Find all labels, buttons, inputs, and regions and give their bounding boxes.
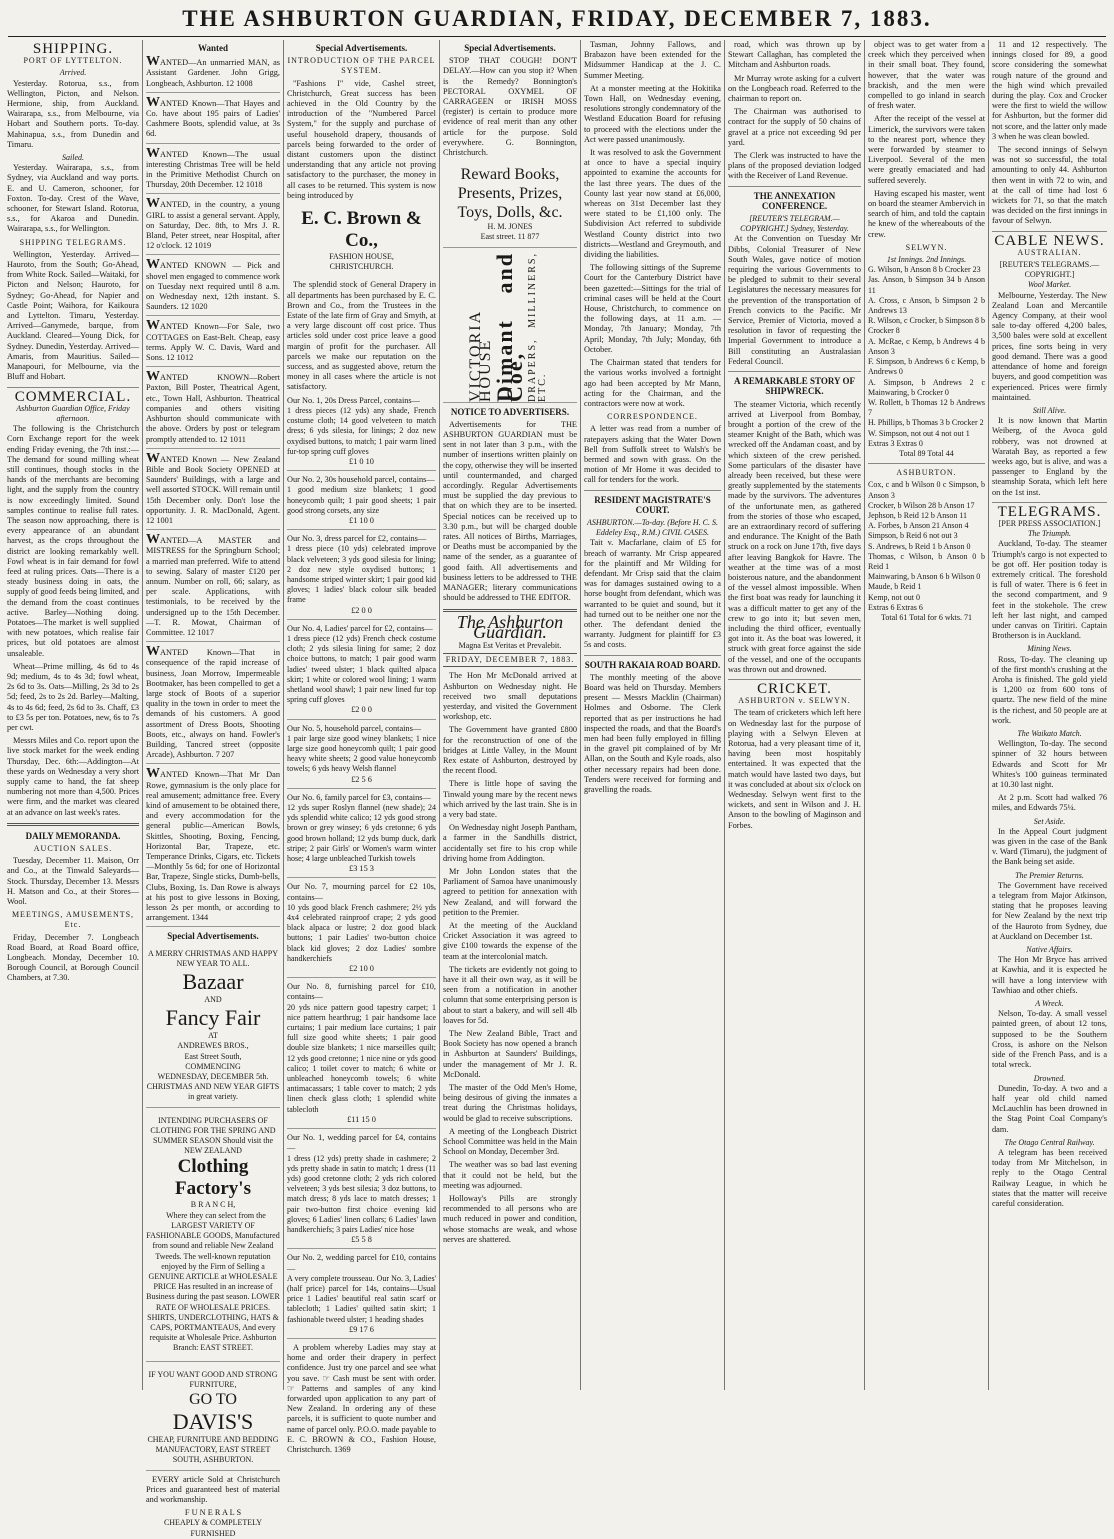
col6-intro: road, which was thrown up by Stewart Callaghan, has completed the Mitcham and Ashburton roads. <box>728 40 861 70</box>
parcel-total: £2 0 0 <box>351 605 372 615</box>
editorial-paragraph: The Government have granted £800 for the reconstruction of one of the bridges at Little Valley, in the Mount Rex estate of Ashburton, destroyed by the recent flood. <box>443 725 577 776</box>
native-text: The Hon Mr Bryce has arrived at Kawhia, and it is expected he will have a long interview with Tawhiao and other chiefs. <box>992 955 1107 995</box>
selwyn-total: Total 89 Total 44 <box>899 448 954 458</box>
telegrams-heading: TELEGRAMS. <box>997 503 1102 520</box>
score-row: S. Andrews, b Reid 1 b Anson 0 <box>868 541 971 551</box>
merry-christmas-text: A MERRY CHRISTMAS AND HAPPY NEW YEAR TO ALL. <box>148 948 278 968</box>
score-row: Extras 6 Extras 6 <box>868 602 923 612</box>
railway-text: A telegram has been received today from Mr Mitchelson, in reply to the Otago Central Railway League, in which he states that the matter will receive careful consideration. <box>992 1147 1107 1208</box>
score-row: Mainwaring, b Anson 6 b Wilson 0 <box>868 572 981 582</box>
wanted-ad-text: ANTED Known—For Sale, two COTTAGES on East-Belt. Cheap, easy terms. Apply W. C. Davis, Ward and Sons. 12 1012 <box>146 322 280 363</box>
funerals-title: F U N E R A L S <box>184 1508 242 1518</box>
davis-text: CHEAP, FURNITURE AND BEDDING MANUFACTORY, EAST STREET SOUTH, ASHBURTON. <box>147 1434 279 1465</box>
wanted-ad-text: ANTED Known—That Mr Dan Rowe, gymnasium is the only place for real amusement; admittance free. Every kind of amusement to be obtained there, and every accommodation for the general public—American Bowls, Skittles, Shooting, Boxing, Fencing, Horizontal Bar, Trapeze, etc. Temperance Drinks, Cigars, etc. Tickets—Monthly 5s 6d; for one of Horizontal Bar, Trapeze, Single sticks, Dumb-bells, Clubs, Boxing, 1s. Dan Rowe is always at his post to give lessons in Boxing, lesson 2s per month, or according to arrangement. 1344 <box>146 770 280 923</box>
editorial-paragraph: At the meeting of the Auckland Cricket Association it was agreed to give £100 towards the expense of the team at the intercolonial match. <box>443 920 577 961</box>
cable-sub: AUSTRALIAN. <box>1017 247 1082 257</box>
port-heading: PORT OF LYTTELTON. <box>23 56 123 66</box>
column-parcel-system <box>283 40 439 1454</box>
reward-line-2: Presents, Prizes, <box>457 185 563 203</box>
parcel-items: 1 dress piece (10 yds) celebrated improve black velveteen; 3 yds good silesia for lining; 2 doz new style oxydised buttons; 1 handsome striped winter skirt; 1 pair good kid gloves; 1 ladies' black colour silk beaded frame <box>287 544 436 605</box>
editorial-paragraph: A meeting of the Longbeach District School Committee was held in the Main School on Monday, December 3rd. <box>443 1126 577 1157</box>
score-row: A. Forbes, b Anson 21 Anson 4 <box>868 521 969 531</box>
news-paragraph: The Clerk was instructed to have the plans of the proposed deviation lodged with the Receiver of Land Revenue. <box>728 151 861 181</box>
resident-court-text: Tait v. Macfarlane, claim of £5 for breach of warranty. Mr Crisp appeared for the plaintiff and Mr Wilding for defendant. Mr Crisp said that the claim was for damages sustained owing to a horse bought from defendant, which was warranted to be quiet and sound, but it had turned out to be neither one nor the other. The defendant denied the warranty. Judgment for plaintiff for £3 5s and costs. <box>584 538 721 650</box>
drop-cap: W <box>146 94 160 110</box>
fancy-fair-title: Fancy Fair <box>165 1005 261 1031</box>
parcel-system-heading: INTRODUCTION OF THE PARCEL SYSTEM. <box>287 56 436 76</box>
bazaar-ad <box>146 945 280 1108</box>
ashburton-scores <box>868 480 985 613</box>
cough-ad: STOP THAT COUGH! DON'T DELAY.—How can you stop it? When is the Remedy? Bonnington's PECTORAL OXYMEL OF CARRAGEEN or IRISH MOSS (register) is certain to produce more evidence of real merit than any other article for the purpose. Sold everywhere. G. Bonnington, Christchurch. <box>443 56 577 158</box>
parcel-items: 1 good medium size blankets; 1 good honeycomb quilt; 1 pair good sheets; 1 pair good strong corsets, any size <box>287 485 436 515</box>
wanted-ad-text: ANTED Known — New Zealand Bible and Book Society OPENED at Saunders' Buildings, with a large and well assorted STOCK. Will remain until 15th December only. Don't lose the opportunity. J. R. MacDonald, Agent. 12 1001 <box>146 454 280 525</box>
editorial-paragraph: The master of the Odd Men's Home, being desirous of giving the inmates a treat during the Christmas holidays, would be glad to receive subscriptions. <box>443 1083 577 1123</box>
ashburton-heading: ASHBURTON. <box>896 468 957 478</box>
news-paragraph: After the receipt of the vessel at Limerick, the survivors were taken to the nearest port, whence they were forwarded by steamer to Liverpool. Several of the men were greatly emaciated and had suffered severely. <box>868 114 985 185</box>
editorial-paragraph: Holloway's Pills are strongly recommended to all persons who are much reduced in power and condition, whose stomachs are weak, and whose nerves are shattered. <box>443 1194 577 1244</box>
parcel-offer <box>287 724 436 789</box>
col8-intro: 11 and 12 respectively. The innings closed for 89, a good score considering the somewhat rough nature of the ground and the high wind which prevailed during the play. Cox and Crocker were the first to wield the willow for Ashburton, but the former did not score, and the latter only made 3 when he was clean bowled. <box>992 40 1107 141</box>
davis-title: DAVIS'S <box>172 1408 254 1434</box>
meetings-heading: MEETINGS, AMUSEMENTS, Etc. <box>11 910 135 930</box>
wanted-ad <box>146 371 280 448</box>
wanted-ad <box>146 646 280 764</box>
bazaar-title: Bazaar <box>182 969 244 995</box>
parcel-total: £1 0 10 <box>349 456 374 466</box>
parcel-title: Our No. 1, wedding parcel for £4, contains— <box>287 1133 436 1153</box>
victoria-house-ad <box>443 252 577 403</box>
clothing-text: Where they can select from the LARGEST VARIETY OF FASHIONABLE GOODS, Manufactured from sound and reliable New Zealand Tweeds. The well-known reputation enjoyed by the Firm of Selling a GENUINE ARTICLE at WHOLESALE PRICE Has resulted in an increase of Business during the past season. LOWER RATE OF WHOLESALE PRICES. SHIRTS, UNDERCLOTHING, HATS & CAPS, PORTMANTEAUS, And every requisite at Wholesale Price. Ashburton Branch: EAST STREET. <box>146 1210 280 1353</box>
wanted-ad-text: ANTED, in the country, a young GIRL to assist a general servant. Apply, on Saturday, Dec. 8th, to Mrs J. R. Bland, Peter street, near Hospital, after 12 o'clock. 12 1019 <box>146 200 280 251</box>
wanted-ad <box>146 320 280 367</box>
parcel-offer <box>287 475 436 530</box>
furniture-text: IF YOU WANT GOOD AND STRONG FURNITURE, <box>148 1369 278 1389</box>
livestock-market-text: Messrs Miles and Co. report upon the live stock market for the week ending Thursday, Dec. 6th:—Addington—At these yards on Wednesday a very short supply came to hand, the fat sheep numbering not more than 4,500. Prices were firm, and the market was cleared at an advance on last week's rates. <box>7 736 139 817</box>
drop-cap: W <box>146 369 160 385</box>
parcel-total: £3 15 3 <box>349 864 374 874</box>
brown-text: The splendid stock of General Drapery in all departments has been purchased by E. C. Brown and Co., from the Trustees in the Estate of the late firm of Gray and Smyth, at a very large discount off cost price. Thus articles sold under cost price leave a good margin of profit for the purchaser. All parcels we make our reputation on the success, and as suggested above, return the money in all cases where the article is not satisfactory. <box>287 280 436 392</box>
selwyn-heading: SELWYN. <box>905 242 948 252</box>
parcel-total: £2 0 0 <box>351 705 372 715</box>
commercial-text: The following is the Christchurch Corn Exchange report for the week ending Friday evening, the 7th inst.:—The demand for sound milling wheat still continues, though stocks in the hands of the merchants are becoming light, and the supply from the country is now exceedingly limited. Sound samples continue to realise full rates. The season now approaching, there is every appearance of an abundant harvest, as the crops throughout the district are looking remarkably well. Fowl wheat is in fair demand for fowl feed at ruling prices. Oats—There is a steady business doing in oats, the supply of good feeds being limited, and the demand from the coast continues active. Barley—Nothing doing. Potatoes—The market is well supplied with new potatoes, which realise fair prices, but old potatoes are almost unsaleable. <box>7 424 139 658</box>
brown-ad <box>287 204 436 276</box>
special-ads-heading-2: Special Advertisements. <box>315 43 408 53</box>
score-row: Crocker, b Wilson 28 b Anson 17 <box>868 500 975 510</box>
drowned-text: Dunedin, To-day. A two and a half year old child named McLauchlin has been drowned in the Stag Point Coal Company's dam. <box>992 1083 1107 1134</box>
news-paragraph: The following sittings of the Supreme Court for the Canterbury District have been gazetted:—Sittings for the trial of criminal cases will be held at the Court House, Christchurch, to commence on the following days, at 11 a.m. — Monday, 7th January; Monday, 7th April; Monday, 7th July; Monday, 6th October. <box>584 263 721 354</box>
bazaar-date: WEDNESDAY, DECEMBER 5th. <box>157 1072 269 1082</box>
set-aside-text: In the Appeal Court judgment was given in the case of the Bank v. Ward (Timaru), the judgment of the Bank being set aside. <box>992 826 1107 867</box>
guardian-flag: The Ashburton Guardian. <box>456 611 564 642</box>
news-paragraph: Mr Murray wrote asking for a culvert on the Longbeach road. Referred to the chairman to report on. <box>728 73 861 104</box>
column-news <box>580 40 724 1390</box>
parcel-title: Our No. 3, dress parcel for £2, contains— <box>287 534 427 544</box>
branch-text: B R A N C H, <box>190 1200 236 1210</box>
auction-text: Tuesday, December 11. Maison, Orr and Co., at the Tinwald Saleyards—Stock. Thursday, December 13. Messrs H. Matson and Co., at their Stores—Wool. <box>7 856 139 907</box>
column-shipping <box>4 40 142 1390</box>
correspondence-text: A letter was read from a number of ratepayers asking that the Water Down Bell from Suffolk street to Walsh's be bermed and sown with grass. On the motion of Mr Home it was decided to call for tenders for the work. <box>584 424 721 485</box>
parcel-items: 1 dress pieces (12 yds) any shade, French costume cloth; 14 good velveteen to match dress; 6 yds silesia, for linings; 2 doz new oxydised buttons, to match; 1 pair warm lined fur-top spring cuff gloves <box>287 405 436 456</box>
wanted-ad-text: ANTED KNOWN—Robert Paxton, Bill Poster, Theatrical Agent, etc., Town Hall, Ashburton. Theatrical companies and others visiting Ashburton should communicate with the above. Orders by post or telegram promptly attended to. 12 1011 <box>146 373 280 444</box>
wanted-ad-text: ANTED—An unmarried MAN, as Assistant Gardener. John Grigg, Longbeach, Ashburton. 12 1008 <box>146 58 280 88</box>
parcel-title: Our No. 1, 20s Dress Parcel, contains— <box>287 395 420 405</box>
score-row: A. McRae, c Kemp, b Andrews 4 b Anson 3 <box>868 336 985 356</box>
jones-address: East street. 11 877 <box>480 232 540 242</box>
column-scores <box>864 40 988 1390</box>
parcel-items: A very complete trousseau. Our No. 3, Ladies' (half price) parcel for 14s, contains—Usual price 1 Ladies' beautiful real satin scarf or tablecloth; 1 Ladies' quilted satin skirt; 1 fashionable tweed ulster; 1 heading shades <box>287 1273 436 1324</box>
commercial-heading: COMMERCIAL. <box>14 388 132 405</box>
drop-cap: W <box>146 318 160 334</box>
column-notices <box>439 40 580 1390</box>
waikato-heading: The Waikato Match. <box>1017 729 1082 738</box>
davis-furniture-ad <box>146 1366 280 1471</box>
parcel-offer <box>287 1133 436 1249</box>
masthead: THE ASHBURTON GUARDIAN, FRIDAY, DECEMBER 7, 1883. <box>182 6 932 31</box>
score-row: F. Simpson, b Andrews 6 c Kemp, b Andrews 0 <box>868 357 985 377</box>
meetings-text: Friday, December 7. Longbeach Road Board, at Road Board office, Longbeach. Monday, December 10. Borough Council, at Borough Council Chambers, at 7.30. <box>7 932 139 983</box>
wanted-ad-text: ANTED Known—That Hayes and Co. have about 195 pairs of Ladies' Cashmere Boots, splendid value, at 3s 6d. <box>146 98 280 139</box>
innings-sub: 1st Innings. 2nd Innings. <box>886 255 967 265</box>
guardian-motto: Magna Est Veritas et Prevalebit. <box>458 640 562 650</box>
victoria-house-label: VICTORIA HOUSE <box>467 309 495 402</box>
commercial-prices: Wheat—Prime milling, 4s 6d to 4s 9d; medium, 4s to 4s 3d; fowl wheat, 2s 6d to 3s. Oats—Milling, 2s 3d to 2s 5d; feed, 2s to 2s 2d. Barley—Malting, 4s to 4s 6d; feed, 2s 6d to 3s. Chaff, £3 to £3 5s per ton. Potatoes, new, 6s to 7s per cwt. <box>7 661 139 732</box>
parcel-items: 1 dress (12 yds) pretty shade in cashmere; 2 yds pretty shade in satin to match; 1 dress (11 yds) good cretonne cloth; 2 yds rich colored velveteen; 3 yds best silesia; 3 doz buttons, to match dress; 8 yds lace to match dresses; 1 pair two-button first choice evening kid gloves; 6 Ladies' linen collars; 6 Ladies' lawn handkerchiefs; 3 pairs Ladies' nice hose <box>287 1153 436 1234</box>
premier-text: The Government have received a telegram from Major Atkinson, stating that he proposes leaving for New Zealand by the next trip of the Hauroto from Sydney, due at Auckland on December 1st. <box>992 880 1107 941</box>
col7-intro: object was to get water from a creek which they perceived when in their small boat. They found, however, that the water was brackish, and the men were compelled to go inland in search of fresh water. <box>868 40 985 111</box>
parcel-offer <box>287 1253 436 1339</box>
score-row: Extras 3 Extras 0 <box>868 438 923 448</box>
editorial-paragraph: On Wednesday night Joseph Pantham, a farmer in the Sandhills district, accidentally set fire to his crop while driving home from Addington. <box>443 823 577 863</box>
issue-date: FRIDAY, DECEMBER 7, 1883. <box>443 653 577 667</box>
parcel-title: Our No. 2, wedding parcel for £10, contains— <box>287 1253 436 1273</box>
parcel-offer <box>287 396 436 471</box>
andrewes-bros: ANDREWES BROS., <box>177 1041 249 1051</box>
parcel-title: Our No. 6, family parcel for £3, contains— <box>287 792 431 802</box>
premier-heading: The Premier Returns. <box>1015 870 1084 880</box>
score-row: Jephson, b Reid 12 b Anson 11 <box>868 510 968 520</box>
news-paragraph: At a monster meeting at the Hokitika Town Hall, on Wednesday evening, resolutions strongly condemnatory of the Westland Education Board for refusing to proceed with the elections under the Act were passed unanimously. <box>584 83 721 144</box>
annexation-heading: THE ANNEXATION CONFERENCE. <box>753 190 836 211</box>
go-to-text: GO TO <box>189 1390 237 1408</box>
cricket-heading: CRICKET. <box>757 680 832 697</box>
parcel-items: 1 dress piece (12 yds) French check costume cloth; 2 yds silesia lining for same; 2 doz choice buttons, to match; 1 pair good warm ladies' tweed ulster; 1 black quilted alpaca skirt; 1 white or colored wool lining; 1 warm shetland wool shawl; 1 pair new lined fur top spring cuff gloves <box>287 633 436 705</box>
commercial-office: Ashburton Guardian Office, Friday afternoon. <box>16 403 130 423</box>
wanted-ad <box>146 198 280 255</box>
drop-cap: W <box>146 196 160 212</box>
shipping-telegrams-heading: SHIPPING TELEGRAMS. <box>19 237 127 247</box>
wanted-ad <box>146 56 280 93</box>
wanted-ad <box>146 534 280 642</box>
score-row: G. Wilson, b Anson 8 b Crocker 23 <box>868 265 981 275</box>
parcel-offer <box>287 982 436 1129</box>
wanted-ad <box>146 768 280 927</box>
parcel-offer <box>287 793 436 879</box>
christchurch-label: CHRISTCHURCH. <box>329 262 394 272</box>
drop-cap: W <box>146 450 160 466</box>
parcel-items: 12 yds super Roslyn flannel (new shade); 24 yds splendid white calico; 12 yds good strong brown or grey winsey; 6 yds cretonne; 6 yds good brown holland; 12 yds bump duck, dark stripe; 2 pair Girls' or Women's warm winter hose; 4 large unbleached Turkish towels <box>287 803 436 864</box>
selwyn-scores <box>868 265 985 449</box>
wanted-ad-text: ANTED Known—That in consequence of the rapid increase of business, Joan Morrow, Impermeable Bootmaker, has been compelled to get a large stock of Boots of a superior quality in the town in order to meet the demands of his customers. A good assortment of Dress Boots, Shooting Boots, etc., always on hand. Fowler's Building, Tancred street (opposite Arcade), Ashburton. 7 207 <box>146 648 280 760</box>
column-wanted <box>142 40 283 1538</box>
wanted-ads-list <box>146 56 280 927</box>
news-paragraph: It was resolved to ask the Government at once to have a special inquiry appointed to examine the accounts for the last three years. The dues of the County last year now stand at £6,000, whereas on 31st December last they were stated to be £1,100 only. The Subdivision Act referred to subdivide Westland County district into two districts—Westland and Greymouth, and dividing the liabilities. <box>584 148 721 260</box>
editorial-paragraph: Mr John London states that the Parliament of Samoa have unanimously agreed to petition for annexation with New Zealand, and will forward the petition to the Premier. <box>443 866 577 917</box>
parcel-offer <box>287 882 436 978</box>
arrived-text: Yesterday. Rotorua, s.s., from Wellington, Picton, and Nelson. Hermione, ship, from Auckland. Wairarapa, s.s., from Melbourne, via Hobart and Southern ports. To-day. Mahinapua, s.s., from Dunedin and Timaru. <box>7 78 139 149</box>
news-paragraph: Having escaped his master, went on board the steamer Ambervich in search of him, and told the captain he knew of the whereabouts of the crew. <box>868 188 985 239</box>
score-row: Simpson, b Reid 6 not out 3 <box>868 531 958 541</box>
masthead-rule <box>8 36 1106 37</box>
sailed-heading: Sailed. <box>62 153 84 163</box>
news-paragraph: The second innings of Selwyn was not so successful, the total amounting to only 44. Ashburton then went in with 72 to win, and at the call of time had lost 6 wickets for 71, so that the match was decided on the first innings in favour of Selwyn. <box>992 145 1107 226</box>
parcel-list <box>287 396 436 1339</box>
wanted-ad-text: ANTED—A MASTER and MISTRESS for the Springburn School; a married man preferred. Wife to attend to sewing. Salary of master £120 per annum. Number on roll, 66; salary, as per scale. Applications, with testimonials, to be received by the undersigned up to the 15th December.—T. R. Mowat, Chairman of Committee. 12 1017 <box>146 536 280 637</box>
news-paragraph: The Chairman was authorised to contract for the supply of 50 chains of gravel at a price not exceeding 9d per yard. <box>728 107 861 147</box>
column-annexation <box>724 40 864 1390</box>
wool-text: Melbourne, Yesterday. The New Zealand Loan and Mercantile Agency Company, at their wool sale to-day offered 4,200 bales, 3,500 bales were sold at excellent prices, fine sorts being in very good demand. There was a good attendance of home and foreign buyers, and good competition was experienced. Prices were firmly maintained. <box>992 290 1107 402</box>
special-ads-heading: Special Advertisements. <box>167 931 259 942</box>
col7-paragraphs <box>868 114 985 239</box>
editorial-paragraph: The New Zealand Bible, Tract and Book Society has now opened a branch in Ashburton at Saunders' Buildings, under the management of Mr J. R. McDonald. <box>443 1029 577 1079</box>
parcel-offer <box>287 534 436 620</box>
notice-text: Advertisements for THE ASHBURTON GUARDIAN must be sent in not later than 3 p.m., with the number of insertions written plainly on the copy, otherwise they will be inserted until countermanded, and charged accordingly. Regular Advertisements must be supplied the day previous to that on which they are to be inserted. Special notices can be received up to 3.30 p.m., but will be charged double rates. All notices of Births, Marriages, or Deaths must be accompanied by the name of the sender, as a guarantee of good faith. All advertisements and business letters to be addressed to THE MANAGER; literary communications should be addressed to THE EDITOR. <box>443 419 577 603</box>
parcel-title: Our No. 8, furnishing parcel for £10, contains— <box>287 982 436 1002</box>
score-row: W. Simpson, not out 4 not out 1 <box>868 428 970 438</box>
resident-court-heading: RESIDENT MAGISTRATE'S COURT. <box>594 494 711 515</box>
annexation-sub: [REUTER'S TELEGRAM.—COPYRIGHT.] Sydney, Yesterday. <box>740 214 849 234</box>
wanted-heading: Wanted <box>197 43 228 53</box>
special-ads-heading-3: Special Advertisements. <box>464 43 556 53</box>
rakaia-text: The monthly meeting of the above Board was held on Thursday. Members present — Messrs Macklin (Chairman) Holmes and Osborne. The Clerk reported that as per instructions he had inspected the roads, and that the Board's men had been fully employed in filling in the gravel pit complained of by Mr Allan, on the South and Kyle roads, also other necessary repairs had been done. Tenders were received for forming and gravelling the roads. <box>584 672 721 795</box>
wanted-ad-text: ANTED KNOWN — Pick and shovel men engaged to commence work on Tuesday next required until 8 a.m. on Wednesday next, 12th instant. S. Saunders. 12 1020 <box>146 261 280 312</box>
parcel-footer: A problem whereby Ladies may stay at home and order their drapery in perfect confidence. Just try one parcel and see what you save. ☞ Cash must be sent with order. ☞ Patterns and samples of any kind forwarded upon application to any part of New Zealand. In ordering any of these parcels, it is sufficient to quote number and name of parcel only. P.O.O. made payable to E. C. BROWN & CO., Fashion House, Christchurch. 1369 <box>287 1342 436 1454</box>
jones-name: H. M. JONES <box>487 222 533 232</box>
news-intro: Tasman, Johnny Fallows, and Brabazon have been extended for the Midsummer Handicap at the J. C. Summer Meeting. <box>584 40 721 80</box>
reward-line-3: Toys, Dolls, &c. <box>457 204 563 222</box>
parcel-title: Our No. 4, Ladies' parcel for £2, contains— <box>287 623 433 633</box>
auction-heading: AUCTION SALES. <box>33 844 113 854</box>
score-row: W. Rollett, b Thomas 12 b Andrews 7 <box>868 397 985 418</box>
shipwreck-heading: A REMARKABLE STORY OF SHIPWRECK. <box>734 376 855 397</box>
editorial-paragraph: The Hon Mr McDonald arrived at Ashburton on Wednesday night. He received two small deputations yesterday, and visited the Government workshop, etc. <box>443 671 577 722</box>
parcel-items: 20 yds nice pattern good tapestry carpet; 1 nice pattern hearthrug; 1 pair handsome lace curtains; 1 pair medium lace curtains; 1 pair full size good white sheets; 1 pair good double size blankets; 1 nice marseilles quilt; 12 yds good cretonne; 1 nice nine or yds good calico; 1 toilet cover to match; 6 white or unbleached honeycomb towels; 6 white antimacassars; 1 table cover to match; 2 yds linen check glass cloth; 1 splendid white tablecloth <box>287 1002 436 1114</box>
annexation-text: At the Convention on Tuesday Mr Dibbs, Colonial Treasurer of New South Wales, gave notice of motion requiring the various Governments to be pledged to submit to their several Legislatures the necessary measures for the prevention of the transportation of French convicts to the Pacific. Mr Service, Premier of Victoria, moved a resolution in favor of requesting the Imperial Government to introduce a Bill constituting an Australasian Federal Council. <box>728 234 861 366</box>
drop-cap: W <box>146 766 160 782</box>
parcel-items: 1 pair large size good winey blankets; 1 nice large size good honeycomb quilt; 1 pair good heavy white sheets; 2 good value honeycomb towels; 6 yds heavy Welsh flannel <box>287 733 436 774</box>
editorial-paragraph: The tickets are evidently not going to have it all their own way, as it will be seen from a notification in another column that some enterprising person is about to start a bakery, and will sell 4lb loaves for 5d. <box>443 964 577 1025</box>
editorial-paragraph: There is little hope of saving the Tinwald young mare by the recent news which arrived by the last train. She is in a very bad state. <box>443 779 577 819</box>
drop-cap: W <box>146 54 160 70</box>
editorial-list <box>443 671 577 1245</box>
set-aside-heading: Set Aside. <box>1033 816 1066 826</box>
resident-court-sub: ASHBURTON.—To-day. (Before H. C. S. Eddeley Esq., R.M.) CIVIL CASES. <box>586 517 719 538</box>
brown-title: E. C. Brown & Co., <box>301 208 422 252</box>
wreck-heading: A Wreck. <box>1035 999 1064 1009</box>
wanted-ad-text: ANTED Known—The usual interesting Christmas Tree will be held in the Primitive Methodist Church on Thursday, 20th December. 12 1018 <box>146 149 280 190</box>
dimant-coe-label: Dimant and Coe, <box>491 251 527 402</box>
wool-heading: Wool Market. <box>1027 280 1072 290</box>
score-row: A. Cross, c Anson, b Simpson 2 b Andrews 13 <box>868 295 985 316</box>
parcel-total: £5 5 8 <box>351 1235 372 1245</box>
parcel-total: £11 15 0 <box>347 1114 376 1124</box>
memoranda-heading: DAILY MEMORANDA. <box>25 830 121 841</box>
triumph-text: Auckland, To-day. The steamer Triumph's cargo is not expected to be got off. Her position today is extremely critical. The foreshold is full of water. There is 6 feet in the second compartment, and 9 feet in the stokehole. The crew left her last night, and camped under canvas on Tiritiri. Captain Brotherson is in Auckland. <box>992 539 1107 641</box>
xmas-gifts-text: CHRISTMAS AND NEW YEAR GIFTS in great variety. <box>146 1082 280 1102</box>
col8-paragraphs <box>992 145 1107 227</box>
news-paragraphs <box>584 84 721 409</box>
triumph-heading: The Triumph. <box>1027 529 1072 539</box>
cable-heading: CABLE NEWS. <box>994 232 1105 249</box>
score-row: H. Phillips, b Thomas 3 b Crocker 2 <box>868 418 984 428</box>
clothing-factory-ad <box>146 1112 280 1362</box>
reward-books-ad <box>443 161 577 247</box>
ashburton-total: Total 61 Total for 6 wkts. 71 <box>881 612 972 622</box>
parcel-items: 10 yds good black French cashmere; 2½ yds 4x4 celebrated rainproof crape; 2 yds good black alpaca or lustre; 2 doz good black buttons; 1 pair Ladies' two-button choice black kid gloves; 2 doz Ladies' sombre handkerchiefs <box>287 902 436 963</box>
at-text: AT <box>208 1031 218 1041</box>
score-row: Jas. Anson, b Simpson 34 b Anson 11 <box>868 275 985 295</box>
telegrams-sub: [PER PRESS ASSOCIATION.] <box>998 518 1101 528</box>
score-row: Cox, c and b Wilson 0 c Simpson, b Anson 3 <box>868 480 985 500</box>
drowned-heading: Drowned. <box>1033 1073 1066 1083</box>
waikato-text: Wellington, To-day. The second spinner of 32 hours between Edwards and Scott for Mr Whites's 100 guineas terminated at 10.30 last night. <box>992 739 1107 790</box>
railway-heading: The Otago Central Railway. <box>1004 1137 1095 1147</box>
mining-text: Ross, To-day. The cleaning up of the first month's crushing at the Aroha is finished. The gold yield is 1,200 oz from 600 tons of quartz. The new field of the mine is the richest, and 50 people are at work. <box>992 654 1107 725</box>
mining-heading: Mining News. <box>1027 644 1072 654</box>
shipping-telegrams-text: Wellington, Yesterday. Arrived—Hauroto, from the South; Go-Ahead, from White Rock. Sailed—Waitaki, for Picton and Nelson; Hauroto, for Sydney; Go-Ahead, for Napier and Castle Point; Waihora, for Kaikoura and Lyttelton. Timaru, Yesterday. Arrived—Ganymede, barque, from Auckland. Cleared—Young Dick, for Sydney. Dunedin, Yesterday. Arrived—Amaris, from Mauritius. Sailed—Manapouri, for Melbourne, via the Bluff and Hobart. <box>7 249 139 382</box>
clothing-factory-title: Clothing Factory's <box>175 1156 251 1200</box>
parcel-total: £2 5 6 <box>351 774 372 784</box>
drop-cap: W <box>146 145 160 161</box>
score-row: Kemp, not out 0 <box>868 592 920 602</box>
arrived-heading: Arrived. <box>59 68 87 78</box>
cable-tag: [REUTER'S TELEGRAMS.—COPYRIGHT.] <box>999 260 1100 280</box>
editorial-paragraph: The weather was so bad last evening that it could not be held, but the meeting was adjourned. <box>443 1160 577 1190</box>
rakaia-heading: SOUTH RAKAIA ROAD BOARD. <box>584 659 721 670</box>
notice-heading: NOTICE TO ADVERTISERS. <box>450 406 570 417</box>
news-paragraph: The Chairman stated that tenders for the various works involved a fortnight ago had been accepted by Mr Mann, acting for the Chairman, and the contractors were now at work. <box>584 358 721 408</box>
drapers-label: DRAPERS, MILLINERS, ETC. <box>527 251 549 402</box>
score-row: A. Simpson, b Andrews 2 c Mainwaring, b Crocker 0 <box>868 377 985 397</box>
parcel-title: Our No. 2, 30s household parcel, contains— <box>287 475 435 485</box>
fashion-house: FASHION HOUSE, <box>329 252 394 262</box>
parcel-system-intro: "Fashions I" vide, Cashel street, Christchurch, Great success has been achieved in the Old Country by the introduction of the "Numbered Parcel System," for the supply and purchase of useful household drapery, thousands of parcels being forwarded to the order of distant customers upon the distinct understanding that any article not proving satisfactory to the purchaser, the money in all cases to be returned. This system is now being introduced by <box>287 78 436 200</box>
parcel-title: Our No. 7, mourning parcel for £2 10s, contains— <box>287 882 436 902</box>
parcel-offer <box>287 624 436 720</box>
wanted-ad <box>146 259 280 316</box>
still-alive-heading: Still Alive. <box>1032 405 1067 415</box>
funerals-sub: CHEAPLY & COMPLETELY FURNISHED <box>163 1518 263 1538</box>
east-street-south: East Street South, <box>184 1051 242 1061</box>
wanted-ad <box>146 145 280 195</box>
wanted-ad <box>146 450 280 530</box>
drop-cap: W <box>146 532 160 548</box>
cricket-text: The team of cricketers which left here on Wednesday last for the purpose of playing with a Selwyn Eleven at Rotorua, had a very pleasant time of it, having been most hospitably entertained. It was expected that the match would have lasted two days, but it was concluded at about six o'clock on Wednesday. Selwyn went first to the wickets, and sent in Wilson and J. H. Anson to the bowling of Maginson and Forbes. <box>728 708 861 830</box>
score-row: Maude, b Reid 1 <box>868 582 922 592</box>
parcel-total: £1 10 0 <box>349 515 374 525</box>
still-alive-text: It is now known that Martin Weiberg, of the Avoca gold robbery, was not drowned at Waratah Bay, as reported a few weeks ago, but is alive, and was a passenger to England by the steamship Sorata, which left here on the 1st inst. <box>992 416 1107 497</box>
reward-line-1: Reward Books, <box>460 166 560 184</box>
shipping-heading: SHIPPING. <box>32 41 114 57</box>
sport-text: At 2 p.m. Scott had walked 76 miles, and Edwards 75¼. <box>992 793 1107 813</box>
and-text: AND <box>204 995 222 1005</box>
every-article-text: EVERY article Sold at Christchurch Prices and guaranteed best of material and workmanship. <box>146 1474 280 1504</box>
drop-cap: W <box>146 257 160 273</box>
score-row: R. Wilson, c Crocker, b Simpson 8 b Crocker 8 <box>868 316 985 336</box>
intending-text: INTENDING PURCHASERS OF CLOTHING FOR THE SPRING AND SUMMER SEASON Should visit the NEW ZEALAND <box>150 1115 276 1156</box>
cricket-match: ASHBURTON v. SELWYN. <box>738 696 851 706</box>
native-heading: Native Affairs. <box>1026 945 1073 955</box>
drop-cap: W <box>146 644 160 660</box>
parcel-title: Our No. 5, household parcel, contains— <box>287 723 422 733</box>
sailed-text: Yesterday. Wairarapa, s.s., from Sydney, via Auckland and way ports. E. and U. Cameron, schooner, for Foxton. To-day. Crest of the Wave, schooner, for Stewart Island. Rotorua, s.s., for Akaroa and Dunedin. Wairarapa, s.s., for Wellington. <box>7 163 139 234</box>
column-cable <box>988 40 1110 1390</box>
correspondence-heading: CORRESPONDENCE. <box>607 412 698 422</box>
shipwreck-text: The steamer Victoria, which recently arrived at Liverpool from Bombay, brought a portion of the crew of the steamer Knight of the Bath, which was wrecked off the Andaman coast, and by which sixteen of the crew perished. Some particulars of the disaster have already been received, but these were greatly supplemented by the statements made by the survivors. The adventures of the unfortunate men, as gathered from the stories of those who escaped, are an extraordinary record of suffering and endurance. The Knight of the Bath struck on a rock on June 17th, five days after leaving Bangkok for Havre. The weather at the time was of a most boisterous nature, and the abandonment of the vessel almost impossible. When the first boat was ready for launching it was a difficult matter to get any of the crew to go into it; but seven men, including the third officer, eventually got into it. As the boat was lowered, it struck with great force against the side of the vessel, and one of the occupants was thrown out and drowned. <box>728 399 861 674</box>
commencing-text: COMMENCING <box>185 1061 241 1071</box>
wreck-text: Nelson, To-day. A small vessel painted green, of about 12 tons, supposed to be the Southern Cross, is ashore on the Nelson side of the French Pass, and is a total wreck. <box>992 1009 1107 1070</box>
parcel-total: £9 17 6 <box>349 1324 374 1334</box>
parcel-total: £2 10 0 <box>349 964 374 974</box>
col6-paragraphs <box>728 74 861 182</box>
score-row: Thomas, c Wilson, b Anson 0 b Reid 1 <box>868 551 985 571</box>
wanted-ad <box>146 94 280 144</box>
